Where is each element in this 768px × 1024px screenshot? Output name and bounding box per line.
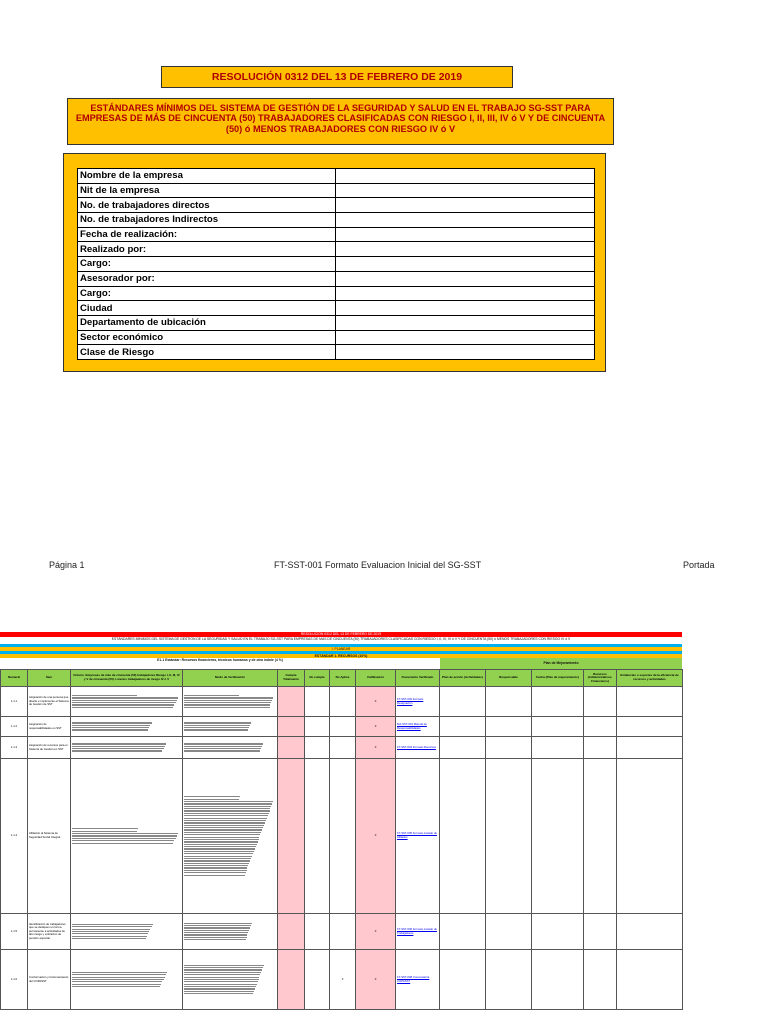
standards-title: ESTÁNDARES MÍNIMOS DEL SISTEMA DE GESTIÓN DE LA SEGURIDAD Y SALUD EN EL TRABAJO SG-SST PARA EMPRESAS DE MÁS DE CINCUENTA (50) TRABAJADORES CLASIFICADAS CON RIESGO I, II, III, IV ó V Y DE CINCUENTA (50) ó MENOS TRABAJADORES CON RIESGO IV ó V xyxy=(67,98,614,145)
row-verification xyxy=(183,687,278,717)
text-line xyxy=(184,748,261,749)
row-numeral: 1.1.2 xyxy=(1,717,28,737)
text-line xyxy=(72,727,149,728)
row-cumple[interactable] xyxy=(278,737,305,759)
text-line xyxy=(184,841,258,842)
form-field-label: Fecha de realización: xyxy=(78,227,336,242)
row-plan-cell[interactable] xyxy=(617,950,683,1010)
table-row xyxy=(1,759,683,914)
row-cumple[interactable] xyxy=(278,687,305,717)
row-verification xyxy=(183,914,278,950)
text-line xyxy=(184,839,259,840)
row-numeral: 1.1.5 xyxy=(1,914,28,950)
text-line xyxy=(184,825,264,826)
form-field-value[interactable] xyxy=(336,213,595,228)
text-line xyxy=(184,813,269,814)
text-line xyxy=(184,979,259,980)
row-plan-cell[interactable] xyxy=(440,737,486,759)
column-header: Fecha (Plan de mejoramiento) xyxy=(532,670,584,687)
row-verification xyxy=(183,759,278,914)
text-line xyxy=(184,796,240,797)
text-line xyxy=(184,930,249,931)
text-line xyxy=(184,875,245,876)
text-line xyxy=(72,979,164,980)
text-line xyxy=(184,927,250,928)
form-field-value[interactable] xyxy=(336,198,595,213)
text-line xyxy=(184,806,271,807)
row-plan-cell[interactable] xyxy=(440,914,486,950)
row-plan-cell[interactable] xyxy=(486,687,532,717)
row-document-link[interactable]: MA-SST-001 Manual de Responsabilidades xyxy=(396,717,440,737)
column-header: Numeral xyxy=(1,670,28,687)
text-line xyxy=(184,991,254,992)
text-line xyxy=(184,848,255,849)
row-no-cumple[interactable] xyxy=(305,759,330,914)
text-line xyxy=(184,803,272,804)
footer-document-code: FT-SST-001 Formato Evaluacion Inicial del SG-SST xyxy=(274,560,482,570)
text-line xyxy=(72,840,174,841)
row-plan-cell[interactable] xyxy=(486,950,532,1010)
form-field-value[interactable] xyxy=(336,315,595,330)
text-line xyxy=(184,972,261,973)
text-line xyxy=(72,828,138,829)
sheet2-substandard: E1.1 Estándar: Recursos financieros, técnicos humanos y de otra índole (4 %) xyxy=(157,658,283,662)
text-line xyxy=(72,748,164,749)
row-no-cumple[interactable] xyxy=(305,687,330,717)
text-line xyxy=(72,725,150,726)
form-field-value[interactable] xyxy=(336,330,595,345)
text-line xyxy=(184,974,260,975)
text-line xyxy=(72,929,150,930)
text-line xyxy=(184,977,259,978)
row-verification xyxy=(183,737,278,759)
row-cumple[interactable] xyxy=(278,914,305,950)
text-line xyxy=(72,835,177,836)
form-field-label: No. de trabajadores Indirectos xyxy=(78,213,336,228)
form-field-value[interactable] xyxy=(336,271,595,286)
text-line xyxy=(72,931,149,932)
text-line xyxy=(72,746,165,747)
form-field-value[interactable] xyxy=(336,345,595,360)
text-line xyxy=(184,988,255,989)
text-line xyxy=(184,939,246,940)
text-line xyxy=(184,937,247,938)
form-field-label: Nit de la empresa xyxy=(78,183,336,198)
row-plan-cell[interactable] xyxy=(486,914,532,950)
text-line xyxy=(184,844,257,845)
text-line xyxy=(72,936,147,937)
row-plan-cell[interactable] xyxy=(532,687,584,717)
footer-page-number: Página 1 xyxy=(49,560,85,570)
column-header: Modo de Verificación xyxy=(183,670,278,687)
text-line xyxy=(72,833,178,834)
table-row xyxy=(1,914,683,950)
text-line xyxy=(184,827,263,828)
text-line xyxy=(72,984,161,985)
text-line xyxy=(184,925,251,926)
row-document-link[interactable]: FT-SST-006 Formato Listado de Trabajadores xyxy=(396,914,440,950)
table-row xyxy=(1,737,683,759)
sheet2-substandard-band xyxy=(0,658,682,663)
row-plan-cell[interactable] xyxy=(532,759,584,914)
row-score: 0 xyxy=(356,950,396,1010)
text-line xyxy=(72,722,152,723)
form-row xyxy=(78,257,595,272)
text-line xyxy=(72,700,177,701)
row-numeral: 1.1.3 xyxy=(1,737,28,759)
text-line xyxy=(72,702,176,703)
form-row xyxy=(78,330,595,345)
form-field-value[interactable] xyxy=(336,227,595,242)
row-item: Asignación de responsabilidades en SST xyxy=(28,717,71,737)
row-score: 0 xyxy=(356,687,396,717)
row-plan-cell[interactable] xyxy=(617,759,683,914)
row-plan-cell[interactable] xyxy=(584,687,617,717)
form-row xyxy=(78,213,595,228)
form-row xyxy=(78,169,595,184)
form-field-label: Cargo: xyxy=(78,257,336,272)
column-header: No cumple xyxy=(305,670,330,687)
row-document-link[interactable]: FT-SST-008 Convocatoria COPASST xyxy=(396,950,440,1010)
form-row xyxy=(78,242,595,257)
text-line xyxy=(184,729,248,730)
row-no-aplica[interactable] xyxy=(330,717,356,737)
text-line xyxy=(184,820,266,821)
form-field-value[interactable] xyxy=(336,301,595,316)
row-no-cumple[interactable] xyxy=(305,914,330,950)
company-info-table xyxy=(77,168,595,360)
text-line xyxy=(72,981,162,982)
column-header: Documento Verificado xyxy=(396,670,440,687)
form-row xyxy=(78,301,595,316)
row-plan-cell[interactable] xyxy=(617,737,683,759)
form-row xyxy=(78,227,595,242)
text-line xyxy=(184,829,262,830)
text-line xyxy=(184,870,247,871)
column-header: Criterio. Empresas de más de cincuenta (50) trabajadores Riesgo I, II, III, IV y V de cincuenta (50) o menos trabajadores de riesgo IV ó V xyxy=(71,670,183,687)
row-criterion xyxy=(71,737,183,759)
text-line xyxy=(184,818,267,819)
row-plan-cell[interactable] xyxy=(584,759,617,914)
text-line xyxy=(72,831,137,832)
row-plan-cell[interactable] xyxy=(486,759,532,914)
form-field-value[interactable] xyxy=(336,169,595,184)
row-verification xyxy=(183,717,278,737)
text-line xyxy=(184,743,263,744)
row-plan-cell[interactable] xyxy=(617,717,683,737)
row-item: Asignación de una persona que diseñe e implemente el Sistema de Gestión de SST xyxy=(28,687,71,717)
sheet2-standards-banner: ESTÁNDARES MÍNIMOS DEL SISTEMA DE GESTIÓN DE LA SEGURIDAD Y SALUD EN EL TRABAJO SG-SST PARA EMPRESAS DE MÁS DE CINCUENTA (50) TRABAJADORES CLASIFICADAS CON RIESGO I, II, III, IV ó V Y DE CINCUENTA (50) ó MENOS TRABAJADORES CON RIESGO IV ó V xyxy=(0,637,682,644)
form-field-label: Asesorador por: xyxy=(78,271,336,286)
sheet2-cycle-band: I. PLANEAR xyxy=(0,647,682,651)
row-verification xyxy=(183,950,278,1010)
row-score: 0 xyxy=(356,914,396,950)
column-header: Evidencias o soportes de la eficiencia de recursos y actividades xyxy=(617,670,683,687)
text-line xyxy=(72,707,173,708)
text-line xyxy=(184,851,254,852)
text-line xyxy=(72,974,166,975)
form-row xyxy=(78,315,595,330)
text-line xyxy=(184,707,270,708)
row-plan-cell[interactable] xyxy=(440,759,486,914)
row-plan-cell[interactable] xyxy=(532,950,584,1010)
row-plan-cell[interactable] xyxy=(584,717,617,737)
column-header: No Aplica xyxy=(330,670,356,687)
form-field-label: Sector económico xyxy=(78,330,336,345)
row-criterion xyxy=(71,687,183,717)
table-row xyxy=(1,717,683,737)
table-row xyxy=(1,950,683,1010)
text-line xyxy=(72,697,178,698)
text-line xyxy=(184,993,253,994)
text-line xyxy=(184,810,270,811)
text-line xyxy=(184,860,250,861)
row-plan-cell[interactable] xyxy=(440,950,486,1010)
text-line xyxy=(184,865,248,866)
column-header: Responsable xyxy=(486,670,532,687)
sheet2-plan-header: Plan de Mejoramiento xyxy=(440,658,682,669)
text-line xyxy=(184,858,251,859)
text-line xyxy=(72,972,167,973)
row-plan-cell[interactable] xyxy=(440,717,486,737)
row-no-cumple[interactable] xyxy=(305,950,330,1010)
row-plan-cell[interactable] xyxy=(532,914,584,950)
text-line xyxy=(184,837,259,838)
row-criterion xyxy=(71,759,183,914)
row-no-aplica[interactable] xyxy=(330,737,356,759)
text-line xyxy=(184,856,252,857)
text-line xyxy=(184,984,257,985)
table-row xyxy=(1,687,683,717)
text-line xyxy=(72,938,146,939)
text-line xyxy=(72,924,153,925)
text-line xyxy=(184,695,239,696)
text-line xyxy=(184,746,262,747)
row-score: 0 xyxy=(356,717,396,737)
text-line xyxy=(184,986,256,987)
row-item: Afiliación al Sistema de Seguridad Social Integral xyxy=(28,759,71,914)
row-no-cumple[interactable] xyxy=(305,737,330,759)
evaluation-table xyxy=(0,669,683,1010)
form-field-label: Realizado por: xyxy=(78,242,336,257)
text-line xyxy=(184,702,271,703)
text-line xyxy=(184,853,253,854)
text-line xyxy=(184,834,260,835)
footer-sheet-name: Portada xyxy=(683,560,715,570)
form-field-value[interactable] xyxy=(336,242,595,257)
company-info-form xyxy=(63,153,606,372)
row-numeral: 1.1.4 xyxy=(1,759,28,914)
text-line xyxy=(184,725,250,726)
text-line xyxy=(184,822,265,823)
form-row xyxy=(78,345,595,360)
text-line xyxy=(184,967,263,968)
row-plan-cell[interactable] xyxy=(584,914,617,950)
text-line xyxy=(72,838,176,839)
row-criterion xyxy=(71,914,183,950)
row-plan-cell[interactable] xyxy=(532,717,584,737)
row-no-aplica[interactable] xyxy=(330,687,356,717)
row-cumple[interactable] xyxy=(278,950,305,1010)
text-line xyxy=(184,832,261,833)
text-line xyxy=(72,704,174,705)
form-field-label: Ciudad xyxy=(78,301,336,316)
row-plan-cell[interactable] xyxy=(440,687,486,717)
form-row xyxy=(78,183,595,198)
text-line xyxy=(72,933,148,934)
row-plan-cell[interactable] xyxy=(532,737,584,759)
row-cumple[interactable] xyxy=(278,759,305,914)
row-criterion xyxy=(71,950,183,1010)
row-numeral: 1.1.1 xyxy=(1,687,28,717)
text-line xyxy=(184,846,256,847)
text-line xyxy=(184,815,268,816)
text-line xyxy=(184,932,248,933)
text-line xyxy=(184,867,247,868)
row-no-aplica[interactable] xyxy=(330,759,356,914)
form-field-label: Nombre de la empresa xyxy=(78,169,336,184)
text-line xyxy=(184,872,246,873)
form-field-value[interactable] xyxy=(336,183,595,198)
text-line xyxy=(184,801,273,802)
form-row xyxy=(78,286,595,301)
row-document-link[interactable]: FT-SST-004 Formato Recursos xyxy=(396,737,440,759)
row-document-link[interactable]: FT-SST-005 Formato Listado de Afiliados xyxy=(396,759,440,914)
text-line xyxy=(184,704,270,705)
row-item: Conformación y funcionamiento del COPASST xyxy=(28,950,71,1010)
row-no-cumple[interactable] xyxy=(305,717,330,737)
text-line xyxy=(184,722,251,723)
row-plan-cell[interactable] xyxy=(486,717,532,737)
text-line xyxy=(72,986,160,987)
text-line xyxy=(184,808,270,809)
row-item: Identificación de trabajadores que se dediquen en forma permanente a actividades de alto riesgo y cotización de pensión especial xyxy=(28,914,71,950)
column-header: Calificación xyxy=(356,670,396,687)
row-numeral: 1.1.6 xyxy=(1,950,28,1010)
text-line xyxy=(184,727,249,728)
text-line xyxy=(184,923,252,924)
sheet2-standard-group: ESTÁNDAR 1. RECURSOS (10%) xyxy=(0,654,682,658)
row-cumple[interactable] xyxy=(278,717,305,737)
text-line xyxy=(72,926,152,927)
row-no-aplica[interactable]: 0 xyxy=(330,950,356,1010)
sheet2-resolution-banner: RESOLUCIÓN 0312 DEL 13 DE FEBRERO DE 2019 xyxy=(0,632,682,637)
text-line xyxy=(184,965,264,966)
text-line xyxy=(184,697,273,698)
row-document-link[interactable]: FT-SST-002 Formato Designación xyxy=(396,687,440,717)
form-field-label: Cargo: xyxy=(78,286,336,301)
column-header: Recursos (Administrativos, Financieros) xyxy=(584,670,617,687)
row-plan-cell[interactable] xyxy=(617,687,683,717)
form-field-label: Clase de Riesgo xyxy=(78,345,336,360)
text-line xyxy=(72,977,165,978)
text-line xyxy=(184,700,272,701)
row-plan-cell[interactable] xyxy=(617,914,683,950)
row-item: Asignación de recursos para el Sistema de Gestión en SST xyxy=(28,737,71,759)
row-plan-cell[interactable] xyxy=(584,950,617,1010)
text-line xyxy=(72,743,166,744)
text-line xyxy=(72,843,173,844)
text-line xyxy=(184,981,258,982)
form-row xyxy=(78,198,595,213)
form-field-label: No. de trabajadores directos xyxy=(78,198,336,213)
text-line xyxy=(72,695,137,696)
column-header: Plan de acción (Actividades) xyxy=(440,670,486,687)
text-line xyxy=(184,799,239,800)
row-no-aplica[interactable] xyxy=(330,914,356,950)
text-line xyxy=(72,729,148,730)
row-criterion xyxy=(71,717,183,737)
column-header: Ítem xyxy=(28,670,71,687)
form-field-value[interactable] xyxy=(336,286,595,301)
resolution-title: RESOLUCIÓN 0312 DEL 13 DE FEBRERO DE 2019 xyxy=(161,66,513,88)
text-line xyxy=(184,934,247,935)
column-header: Cumple Totalmente xyxy=(278,670,305,687)
row-plan-cell[interactable] xyxy=(584,737,617,759)
row-score: 0 xyxy=(356,759,396,914)
row-plan-cell[interactable] xyxy=(486,737,532,759)
text-line xyxy=(184,750,260,751)
form-field-label: Departamento de ubicación xyxy=(78,315,336,330)
row-score: 0 xyxy=(356,737,396,759)
form-row xyxy=(78,271,595,286)
text-line xyxy=(184,969,262,970)
form-field-value[interactable] xyxy=(336,257,595,272)
text-line xyxy=(72,750,162,751)
text-line xyxy=(184,863,249,864)
